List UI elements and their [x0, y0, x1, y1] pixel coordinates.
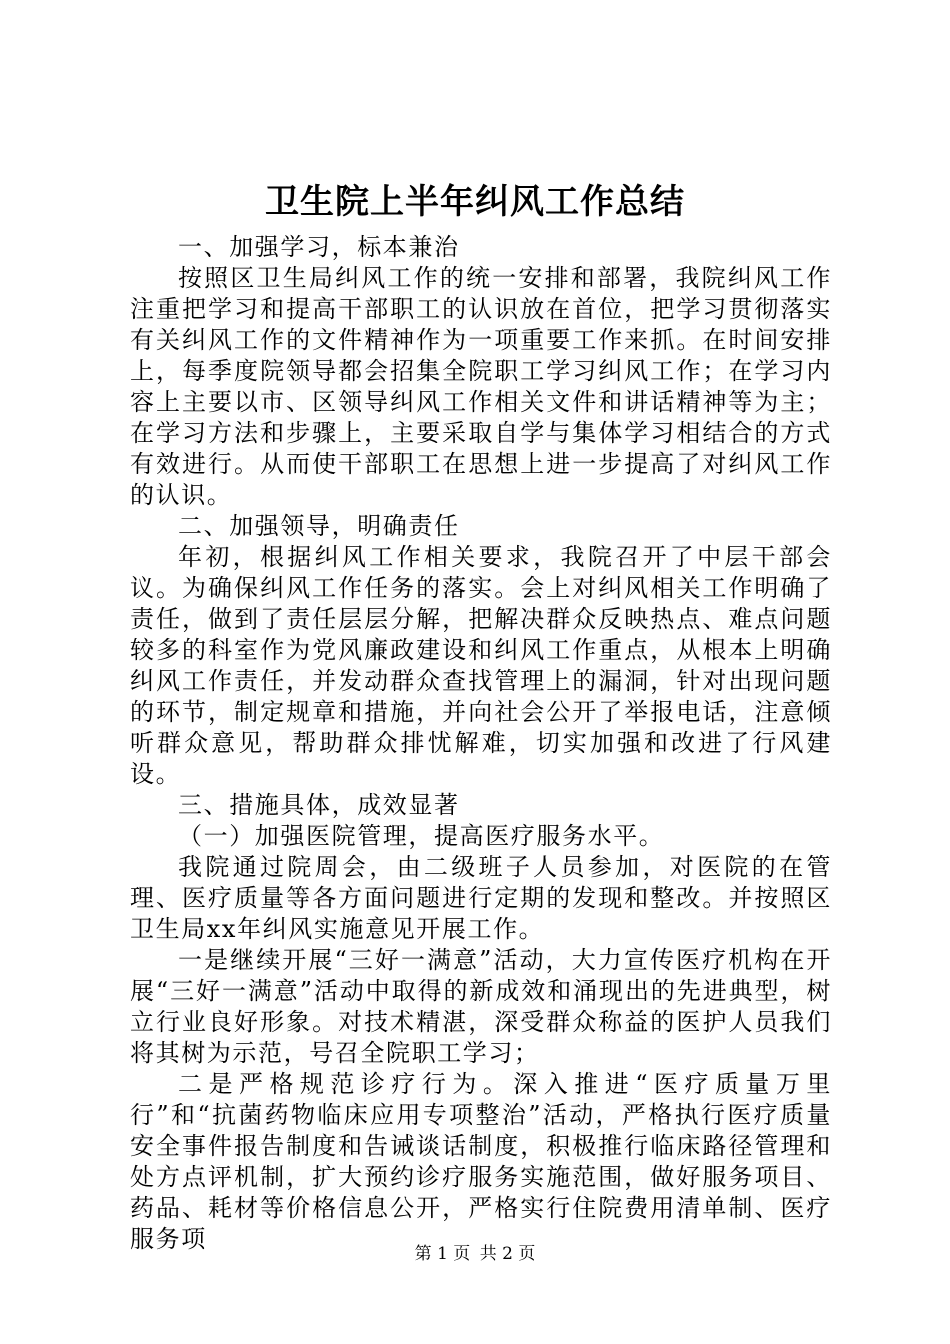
- section-heading-2: 二、加强领导，明确责任: [178, 512, 460, 540]
- paragraph-3: 我院通过院周会，由二级班子人员参加，对医院的在管理、医疗质量等各方面问题进行定期的发现和整改。并按照区卫生局xx年纠风实施意见开展工作。: [130, 853, 832, 943]
- section-heading-3: 三、措施具体，成效显著: [178, 791, 460, 819]
- page-number: 第 1 页: [414, 1244, 471, 1264]
- paragraph-5: 二是严格规范诊疗行为。深入推进“医疗质量万里行”和“抗菌药物临床应用专项整治”活动，严格执行医疗质量安全事件报告制度和告诫谈话制度，积极推行临床路径管理和处方点评机制，扩大预约诊疗服务实施范围，做好服务项目、药品、耗材等价格信息公开，严格实行住院费用清单制、医疗服务项: [130, 1070, 832, 1253]
- page-footer: [0, 1243, 950, 1265]
- subsection-heading-1: （一）加强医院管理，提高医疗服务水平。: [178, 822, 665, 850]
- document-body: [130, 232, 832, 1255]
- paragraph-4: 一是继续开展“三好一满意”活动，大力宣传医疗机构在开展“三好一满意”活动中取得的新成效和涌现出的先进典型，树立行业良好形象。对技术精湛，深受群众称益的医护人员我们将其树为示范，号召全院职工学习；: [130, 946, 832, 1067]
- paragraph-1: 按照区卫生局纠风工作的统一安排和部署，我院纠风工作注重把学习和提高干部职工的认识放在首位，把学习贯彻落实有关纠风工作的文件精神作为一项重要工作来抓。在时间安排上，每季度院领导都会招集全院职工学习纠风工作；在学习内容上主要以市、区领导纠风工作相关文件和讲话精神等为主；在学习方法和步骤上，主要采取自学与集体学习相结合的方式有效进行。从而使干部职工在思想上进一步提高了对纠风工作的认识。: [130, 264, 832, 509]
- document-title: 卫生院上半年纠风工作总结: [265, 182, 685, 222]
- page-total: 共 2 页: [479, 1244, 536, 1264]
- paragraph-2: 年初，根据纠风工作相关要求，我院召开了中层干部会议。为确保纠风工作任务的落实。会上对纠风相关工作明确了责任，做到了责任层层分解，把解决群众反映热点、难点问题较多的科室作为党风廉政建设和纠风工作重点，从根本上明确纠风工作责任，并发动群众查找管理上的漏洞，针对出现问题的环节，制定规章和措施，并向社会公开了举报电话，注意倾听群众意见，帮助群众排忧解难，切实加强和改进了行风建设。: [130, 543, 832, 788]
- section-heading-1: 一、加强学习，标本兼治: [178, 233, 460, 261]
